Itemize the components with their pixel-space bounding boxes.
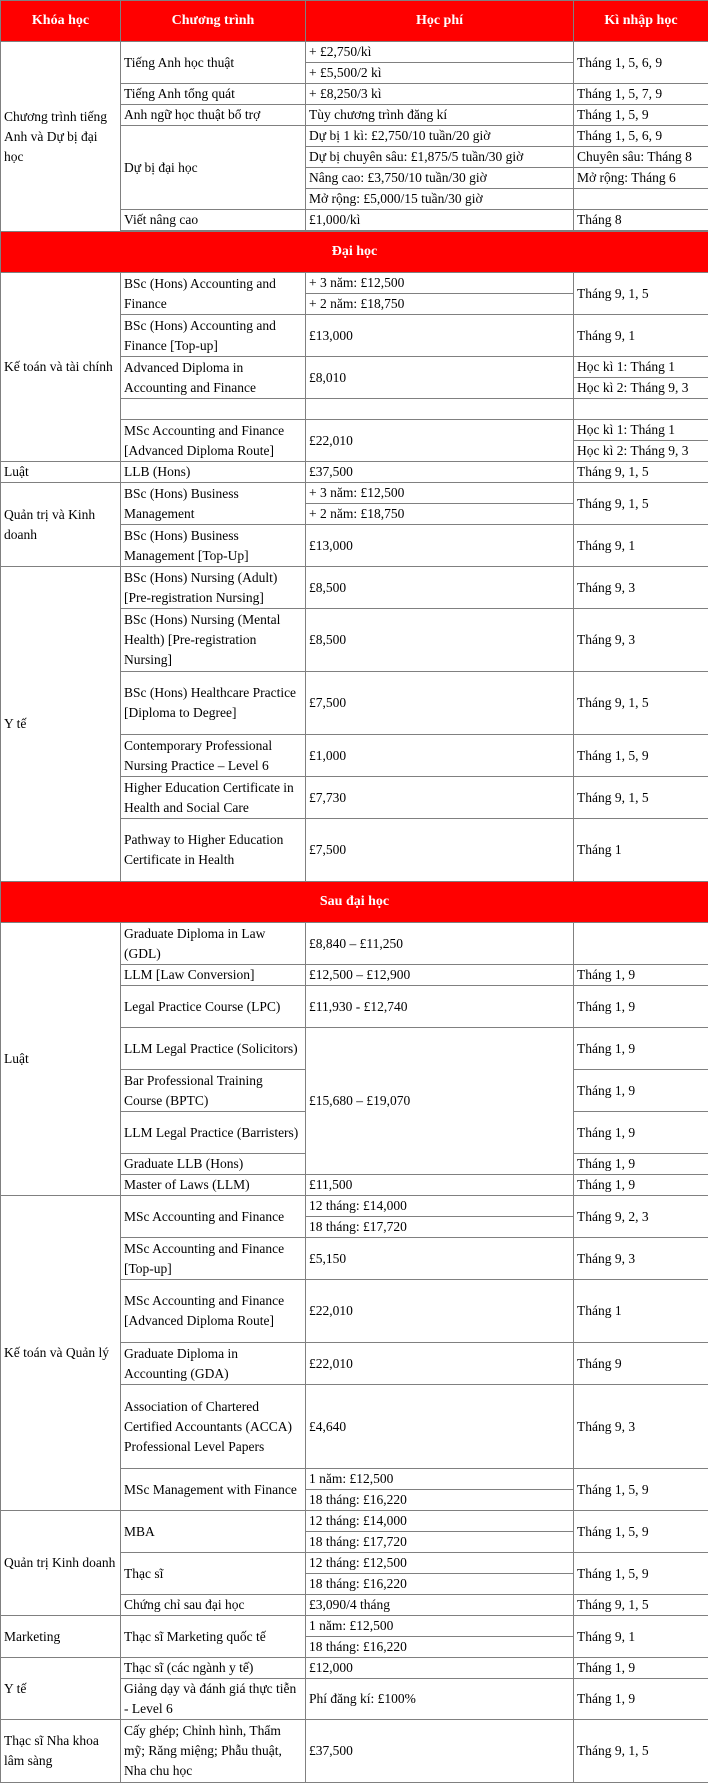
program-cell: Dự bị đại học xyxy=(121,126,306,210)
fee-cell: £13,000 xyxy=(306,525,574,567)
section-title-postgraduate: Sau đại học xyxy=(1,882,708,923)
fee-cell: 12 tháng: £14,000 xyxy=(306,1196,574,1217)
intake-cell: Tháng 9, 1, 5 xyxy=(574,1595,708,1616)
intake-cell: Tháng 9, 1, 5 xyxy=(574,672,708,735)
fee-cell: + 3 năm: £12,500 xyxy=(306,273,574,294)
fee-cell: Dự bị 1 kì: £2,750/10 tuần/20 giờ xyxy=(306,126,574,147)
intake-cell: Tháng 9, 1, 5 xyxy=(574,777,708,819)
intake-cell xyxy=(574,189,708,210)
fee-cell: 18 tháng: £17,720 xyxy=(306,1532,574,1553)
fee-cell: 18 tháng: £17,720 xyxy=(306,1217,574,1238)
intake-cell xyxy=(574,399,708,420)
fee-cell: £1,000 xyxy=(306,735,574,777)
intake-cell: Tháng 1, 9 xyxy=(574,1154,708,1175)
program-cell: MSc Accounting and Finance [Advanced Diploma Route] xyxy=(121,1280,306,1343)
course-cell: Kế toán và tài chính xyxy=(1,273,121,462)
intake-cell: Tháng 9, 3 xyxy=(574,1385,708,1469)
fee-cell: £22,010 xyxy=(306,420,574,462)
fee-cell: + 3 năm: £12,500 xyxy=(306,483,574,504)
table-row xyxy=(1,462,708,483)
fee-cell: £8,500 xyxy=(306,609,574,672)
intake-cell: Tháng 9 xyxy=(574,1343,708,1385)
intake-cell: Tháng 9, 1 xyxy=(574,315,708,357)
intake-cell: Tháng 1, 9 xyxy=(574,1679,708,1720)
program-cell: MSc Accounting and Finance [Top-up] xyxy=(121,1238,306,1280)
table-row xyxy=(1,273,708,294)
fee-cell: + £5,500/2 kì xyxy=(306,63,574,84)
table-row xyxy=(1,1616,708,1637)
intake-cell: Tháng 1, 9 xyxy=(574,965,708,986)
fee-cell: £37,500 xyxy=(306,462,574,483)
program-cell: Contemporary Professional Nursing Practice – Level 6 xyxy=(121,735,306,777)
course-cell: Chương trình tiếng Anh và Dự bị đại học xyxy=(1,42,121,232)
intake-cell: Tháng 1, 5, 9 xyxy=(574,105,708,126)
intake-cell: Tháng 1 xyxy=(574,819,708,882)
fee-cell: Tùy chương trình đăng kí xyxy=(306,105,574,126)
table-row xyxy=(1,483,708,504)
program-cell: LLB (Hons) xyxy=(121,462,306,483)
intake-cell: Tháng 9, 1, 5 xyxy=(574,462,708,483)
program-cell: Graduate Diploma in Law (GDL) xyxy=(121,923,306,965)
program-cell: Giảng dạy và đánh giá thực tiễn - Level 6 xyxy=(121,1679,306,1720)
intake-line: Học kì 1: Tháng 1 xyxy=(574,420,708,441)
fee-cell: 18 tháng: £16,220 xyxy=(306,1574,574,1595)
program-cell: BSc (Hons) Nursing (Mental Health) [Pre-registration Nursing] xyxy=(121,609,306,672)
program-cell: Anh ngữ học thuật bổ trợ xyxy=(121,105,306,126)
fee-cell: + 2 năm: £18,750 xyxy=(306,294,574,315)
intake-cell: Tháng 9, 1, 5 xyxy=(574,273,708,315)
intake-cell: Tháng 9, 3 xyxy=(574,609,708,672)
program-cell: Cấy ghép; Chỉnh hình, Thẩm mỹ; Răng miệng; Phẫu thuật, Nha chu học xyxy=(121,1720,306,1783)
intake-cell: Tháng 1, 9 xyxy=(574,1175,708,1196)
program-cell: BSc (Hons) Accounting and Finance [Top-up] xyxy=(121,315,306,357)
fee-cell: £7,500 xyxy=(306,819,574,882)
table-row xyxy=(1,42,708,63)
program-cell: Advanced Diploma in Accounting and Finance xyxy=(121,357,306,399)
table-row xyxy=(1,1511,708,1532)
program-cell: Pathway to Higher Education Certificate in Health xyxy=(121,819,306,882)
intake-cell: Tháng 9, 1 xyxy=(574,525,708,567)
intake-cell: Học kì 1: Tháng 1 xyxy=(574,357,708,378)
course-cell: Y tế xyxy=(1,1658,121,1720)
fee-cell: 1 năm: £12,500 xyxy=(306,1616,574,1637)
header-fee: Học phí xyxy=(306,1,574,42)
table-row xyxy=(1,1196,708,1217)
program-cell: MSc Accounting and Finance xyxy=(121,1196,306,1238)
table-row xyxy=(1,1658,708,1679)
intake-cell: Tháng 1, 9 xyxy=(574,1028,708,1070)
intake-cell: Tháng 9, 1 xyxy=(574,1616,708,1658)
fee-cell: 18 tháng: £16,220 xyxy=(306,1637,574,1658)
section-title-undergraduate: Đại học xyxy=(1,232,708,273)
section-row xyxy=(1,882,708,923)
fee-cell: £13,000 xyxy=(306,315,574,357)
intake-cell: Tháng 1, 5, 9 xyxy=(574,1511,708,1553)
program-cell: MBA xyxy=(121,1511,306,1553)
fee-cell: £3,090/4 tháng xyxy=(306,1595,574,1616)
fee-cell: + 2 năm: £18,750 xyxy=(306,504,574,525)
fee-cell: £15,680 – £19,070 xyxy=(306,1028,574,1175)
fee-cell: £37,500 xyxy=(306,1720,574,1783)
fee-cell: £8,500 xyxy=(306,567,574,609)
course-cell: Luật xyxy=(1,923,121,1196)
program-cell: Association of Chartered Certified Accountants (ACCA) Professional Level Papers xyxy=(121,1385,306,1469)
fee-cell: £11,500 xyxy=(306,1175,574,1196)
intake-line: Học kì 2: Tháng 9, 3 xyxy=(574,441,708,461)
program-cell: LLM Legal Practice (Barristers) xyxy=(121,1112,306,1154)
program-cell: Master of Laws (LLM) xyxy=(121,1175,306,1196)
intake-cell: Mở rộng: Tháng 6 xyxy=(574,168,708,189)
fee-cell: £12,500 – £12,900 xyxy=(306,965,574,986)
program-cell: Graduate LLB (Hons) xyxy=(121,1154,306,1175)
course-cell: Y tế xyxy=(1,567,121,882)
program-cell: Thạc sĩ xyxy=(121,1553,306,1595)
program-cell: Thạc sĩ Marketing quốc tế xyxy=(121,1616,306,1658)
fee-cell: £22,010 xyxy=(306,1343,574,1385)
program-cell: Tiếng Anh tổng quát xyxy=(121,84,306,105)
intake-cell xyxy=(574,420,708,462)
fee-cell: £4,640 xyxy=(306,1385,574,1469)
fee-cell: £22,010 xyxy=(306,1280,574,1343)
intake-cell: Tháng 9, 3 xyxy=(574,1238,708,1280)
fee-cell xyxy=(306,399,574,420)
fee-cell: 18 tháng: £16,220 xyxy=(306,1490,574,1511)
program-cell: BSc (Hons) Business Management [Top-Up] xyxy=(121,525,306,567)
fee-cell: £8,840 – £11,250 xyxy=(306,923,574,965)
course-cell: Thạc sĩ Nha khoa lâm sàng xyxy=(1,1720,121,1783)
program-cell: MSc Accounting and Finance [Advanced Diploma Route] xyxy=(121,420,306,462)
fee-cell: £11,930 - £12,740 xyxy=(306,986,574,1028)
intake-cell: Tháng 1, 5, 9 xyxy=(574,735,708,777)
intake-cell xyxy=(574,923,708,965)
fee-cell: £7,500 xyxy=(306,672,574,735)
intake-cell: Học kì 2: Tháng 9, 3 xyxy=(574,378,708,399)
fee-cell: 1 năm: £12,500 xyxy=(306,1469,574,1490)
fee-cell: £7,730 xyxy=(306,777,574,819)
fee-cell: + £2,750/kì xyxy=(306,42,574,63)
fee-cell: 12 tháng: £14,000 xyxy=(306,1511,574,1532)
program-cell: Tiếng Anh học thuật xyxy=(121,42,306,84)
intake-cell: Tháng 9, 1, 5 xyxy=(574,483,708,525)
course-cell: Quản trị Kinh doanh xyxy=(1,1511,121,1616)
intake-cell: Tháng 1, 9 xyxy=(574,1070,708,1112)
intake-cell: Tháng 1 xyxy=(574,1280,708,1343)
fee-cell: £8,010 xyxy=(306,357,574,399)
course-cell: Kế toán và Quản lý xyxy=(1,1196,121,1511)
intake-cell: Tháng 1, 5, 7, 9 xyxy=(574,84,708,105)
course-cell: Quản trị và Kinh doanh xyxy=(1,483,121,567)
intake-cell: Tháng 9, 2, 3 xyxy=(574,1196,708,1238)
program-cell: Bar Professional Training Course (BPTC) xyxy=(121,1070,306,1112)
table-row xyxy=(1,1720,708,1783)
fee-cell: Dự bị chuyên sâu: £1,875/5 tuần/30 giờ xyxy=(306,147,574,168)
program-cell: BSc (Hons) Business Management xyxy=(121,483,306,525)
intake-cell: Tháng 1, 5, 9 xyxy=(574,1469,708,1511)
fee-cell: + £8,250/3 kì xyxy=(306,84,574,105)
program-cell: Thạc sĩ (các ngành y tế) xyxy=(121,1658,306,1679)
intake-cell: Tháng 9, 3 xyxy=(574,567,708,609)
program-cell: LLM [Law Conversion] xyxy=(121,965,306,986)
intake-cell: Tháng 1, 9 xyxy=(574,1112,708,1154)
program-cell: Viết nâng cao xyxy=(121,210,306,231)
intake-cell: Tháng 1, 9 xyxy=(574,986,708,1028)
fee-cell: Nâng cao: £3,750/10 tuần/30 giờ xyxy=(306,168,574,189)
section-row xyxy=(1,232,708,273)
header-program: Chương trình xyxy=(121,1,306,42)
fee-cell: Phí đăng kí: £100% xyxy=(306,1679,574,1720)
intake-cell: Tháng 1, 5, 6, 9 xyxy=(574,42,708,84)
header-course: Khóa học xyxy=(1,1,121,42)
fee-cell: Mở rộng: £5,000/15 tuần/30 giờ xyxy=(306,189,574,210)
program-cell: Higher Education Certificate in Health and Social Care xyxy=(121,777,306,819)
intake-cell: Chuyên sâu: Tháng 8 xyxy=(574,147,708,168)
intake-cell: Tháng 1, 5, 9 xyxy=(574,1553,708,1595)
intake-cell: Tháng 1, 9 xyxy=(574,1658,708,1679)
intake-cell: Tháng 9, 1, 5 xyxy=(574,1720,708,1783)
program-cell: LLM Legal Practice (Solicitors) xyxy=(121,1028,306,1070)
program-cell: Chứng chỉ sau đại học xyxy=(121,1595,306,1616)
program-cell: Legal Practice Course (LPC) xyxy=(121,986,306,1028)
table-row xyxy=(1,567,708,609)
program-cell: MSc Management with Finance xyxy=(121,1469,306,1511)
table-row xyxy=(1,923,708,965)
program-cell xyxy=(121,399,306,420)
course-cell: Marketing xyxy=(1,1616,121,1658)
header-row xyxy=(1,1,708,42)
intake-cell: Tháng 1, 5, 6, 9 xyxy=(574,126,708,147)
fee-cell: £12,000 xyxy=(306,1658,574,1679)
fee-cell: £1,000/kì xyxy=(306,210,574,231)
fee-cell: 12 tháng: £12,500 xyxy=(306,1553,574,1574)
program-cell: BSc (Hons) Nursing (Adult) [Pre-registration Nursing] xyxy=(121,567,306,609)
fee-cell: £5,150 xyxy=(306,1238,574,1280)
program-cell: Graduate Diploma in Accounting (GDA) xyxy=(121,1343,306,1385)
intake-cell: Tháng 8 xyxy=(574,210,708,231)
course-cell: Luật xyxy=(1,462,121,483)
program-cell: BSc (Hons) Accounting and Finance xyxy=(121,273,306,315)
header-intake: Kì nhập học xyxy=(574,1,708,42)
program-cell: BSc (Hons) Healthcare Practice [Diploma to Degree] xyxy=(121,672,306,735)
